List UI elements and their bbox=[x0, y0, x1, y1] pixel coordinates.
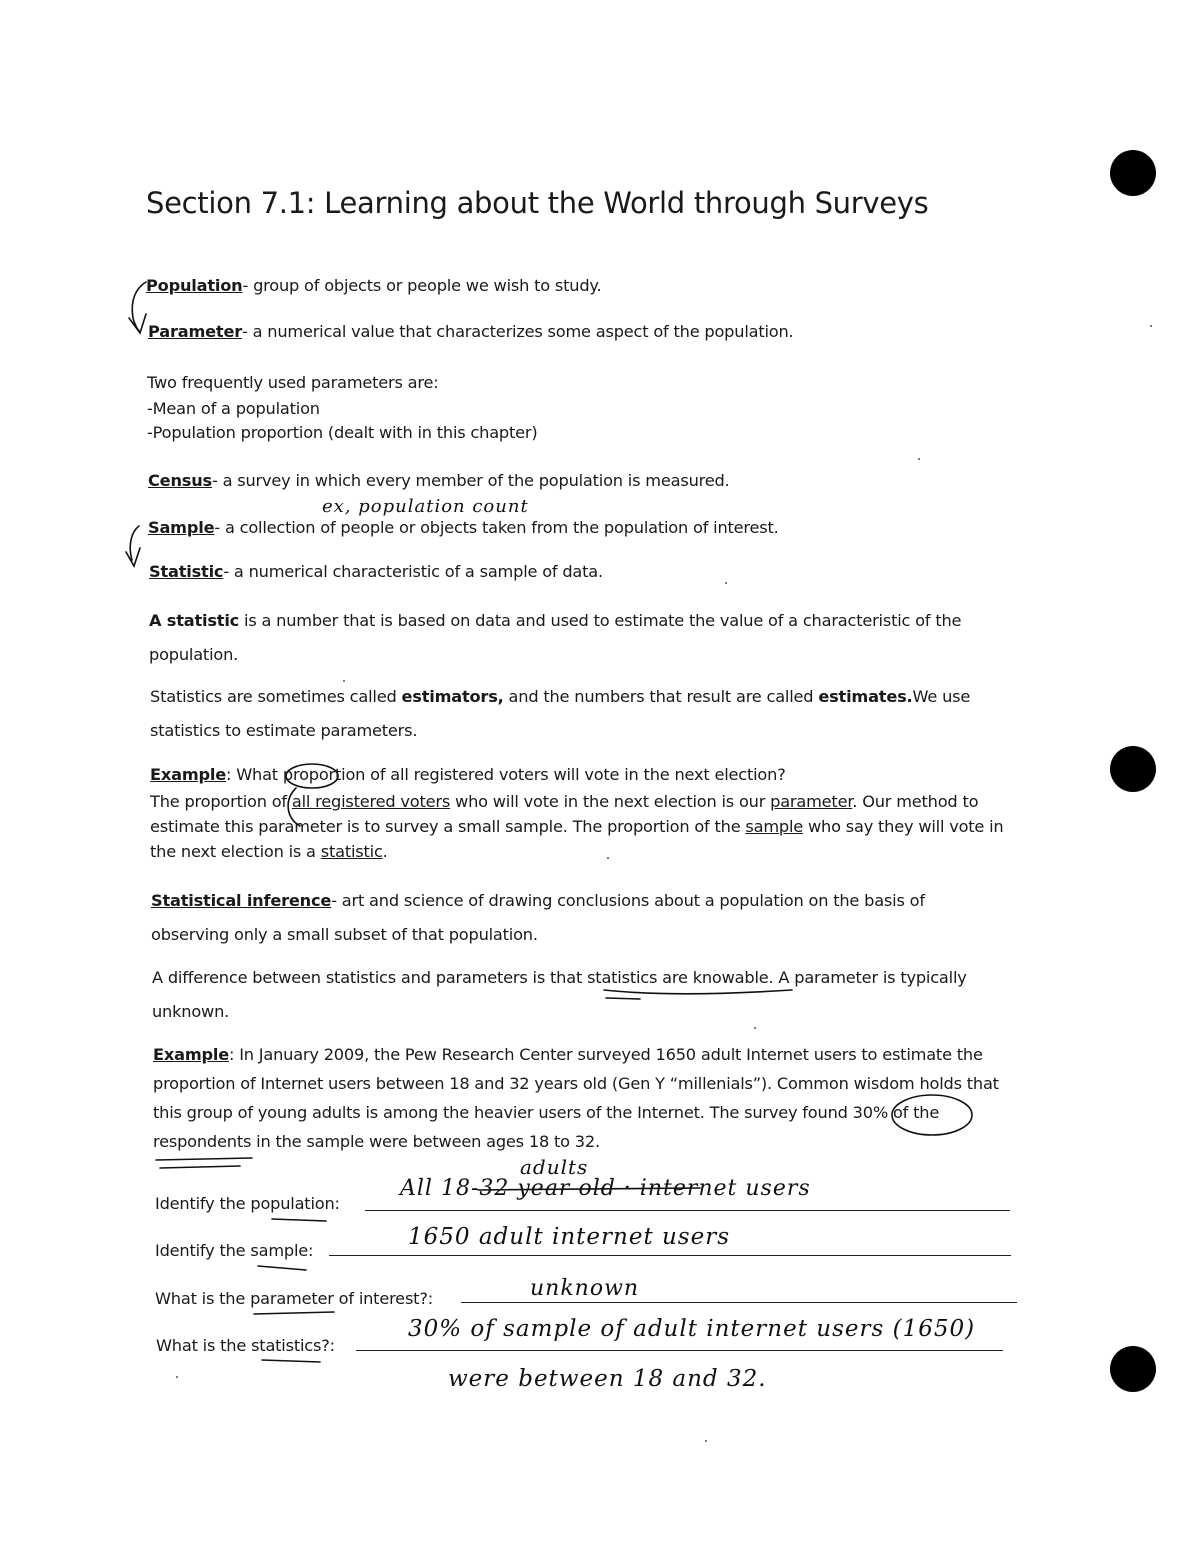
estimators-part3: We use statistics to estimate parameters. bbox=[150, 687, 971, 740]
section-title: Section 7.1: Learning about the World through Surveys bbox=[146, 186, 929, 220]
inference-text: - art and science of drawing conclusions about a population on the basis of observing only a small subset of that population. bbox=[151, 891, 925, 944]
statistic-para-text: is a number that is based on data and used to estimate the value of a characteristic of the population. bbox=[149, 611, 962, 664]
estimators-bold: estimators, bbox=[401, 687, 504, 706]
parameter-term: Parameter bbox=[148, 322, 243, 341]
estimators-part1: Statistics are sometimes called bbox=[150, 687, 402, 706]
question-sample-answer: 1650 adult internet users bbox=[408, 1224, 731, 1250]
parameter-item-mean: -Mean of a population bbox=[147, 399, 320, 418]
statistic-term: Statistic bbox=[149, 562, 224, 581]
question-statistics-answer: 30% of sample of adult internet users (1650) bbox=[408, 1316, 976, 1342]
scan-speck bbox=[918, 458, 920, 460]
estimators-part2: and the numbers that result are called bbox=[503, 687, 819, 706]
example1-all-registered-voters: all registered voters bbox=[291, 792, 451, 811]
underline-statistics-mark bbox=[262, 1360, 320, 1362]
statistic-text: - a numerical characteristic of a sample of data. bbox=[223, 562, 603, 581]
scan-speck bbox=[705, 1440, 707, 1442]
bracket-arrow-population-icon bbox=[129, 282, 146, 333]
statistic-bold: A statistic bbox=[149, 611, 240, 630]
question-sample-label: Identify the sample: bbox=[155, 1241, 314, 1260]
question-statistics-answer-line2: were between 18 and 32. bbox=[448, 1366, 767, 1392]
parameters-heading: Two frequently used parameters are: bbox=[147, 373, 439, 392]
question-statistics-label: What is the statistics?: bbox=[156, 1336, 335, 1355]
example1-t4: who say they will vote in the next election is a bbox=[150, 817, 1004, 861]
population-text: - group of objects or people we wish to study. bbox=[242, 276, 602, 295]
question-population-label: Identify the population: bbox=[155, 1194, 340, 1213]
bracket-arrow-sample-icon bbox=[126, 526, 140, 566]
example1-question-text: : What proportion of all registered voters will vote in the next election? bbox=[226, 765, 786, 784]
circle-30-percent-mark bbox=[892, 1095, 972, 1135]
inference-term: Statistical inference bbox=[151, 891, 332, 910]
example1-t2: who will vote in the next election is our bbox=[450, 792, 771, 811]
scan-speck bbox=[754, 1027, 756, 1029]
scan-speck bbox=[343, 680, 345, 682]
example1-sample: sample bbox=[745, 817, 804, 836]
question-population-answer: All 18-32 year old · internet users bbox=[400, 1176, 811, 1201]
example1-parameter: parameter bbox=[770, 792, 853, 811]
underline-population-mark bbox=[272, 1219, 326, 1221]
scan-speck bbox=[725, 582, 727, 584]
estimates-bold: estimates. bbox=[818, 687, 913, 706]
underline-parameter-mark bbox=[254, 1312, 334, 1314]
example1-t5: . bbox=[382, 842, 388, 861]
scan-speck bbox=[607, 857, 609, 859]
census-text: - a survey in which every member of the population is measured. bbox=[211, 471, 730, 490]
scan-speck bbox=[1150, 325, 1152, 327]
example1-t1: The proportion of bbox=[150, 792, 292, 811]
population-term: Population bbox=[146, 276, 243, 295]
parameter-text: - a numerical value that characterizes some aspect of the population. bbox=[242, 322, 794, 341]
census-term: Census bbox=[148, 471, 212, 490]
difference-knowable: statistics are knowable bbox=[587, 968, 769, 987]
underline-respondents-mark bbox=[156, 1158, 252, 1168]
parameter-item-proportion: -Population proportion (dealt with in this chapter) bbox=[147, 423, 538, 442]
circle-all-registered-mark bbox=[288, 788, 300, 826]
strike-through-mark bbox=[478, 1188, 700, 1190]
example2-text: : In January 2009, the Pew Research Center surveyed 1650 adult Internet users to estimate the proportion of Internet users between 18 and 32 years old (Gen Y “millenials”). Common wisdom holds that this group of young adults is among the heavier users of the Internet. The survey found 30% of the respondents in the sample were between ages 18 to 32. bbox=[153, 1045, 999, 1151]
example2-label: Example bbox=[153, 1045, 230, 1064]
underline-knowable-mark bbox=[604, 990, 792, 999]
question-population-insert: adults bbox=[520, 1155, 589, 1179]
scan-speck bbox=[176, 1376, 178, 1378]
question-parameter-label: What is the parameter of interest?: bbox=[155, 1289, 433, 1308]
sample-text: - a collection of people or objects taken from the population of interest. bbox=[214, 518, 779, 537]
question-parameter-answer: unknown bbox=[530, 1276, 640, 1301]
difference-t2: . A parameter is typically unknown. bbox=[152, 968, 967, 1021]
underline-sample-mark bbox=[258, 1266, 306, 1270]
example1-label: Example bbox=[150, 765, 227, 784]
census-handwritten-note: ex, population count bbox=[322, 496, 529, 517]
circle-proportion-mark bbox=[286, 764, 338, 788]
example1-statistic: statistic bbox=[320, 842, 383, 861]
example1-t3: . Our method to estimate this parameter is to survey a small sample. The proportion of the bbox=[150, 792, 979, 836]
difference-t1: A difference between statistics and parameters is that bbox=[152, 968, 588, 987]
sample-term: Sample bbox=[148, 518, 215, 537]
